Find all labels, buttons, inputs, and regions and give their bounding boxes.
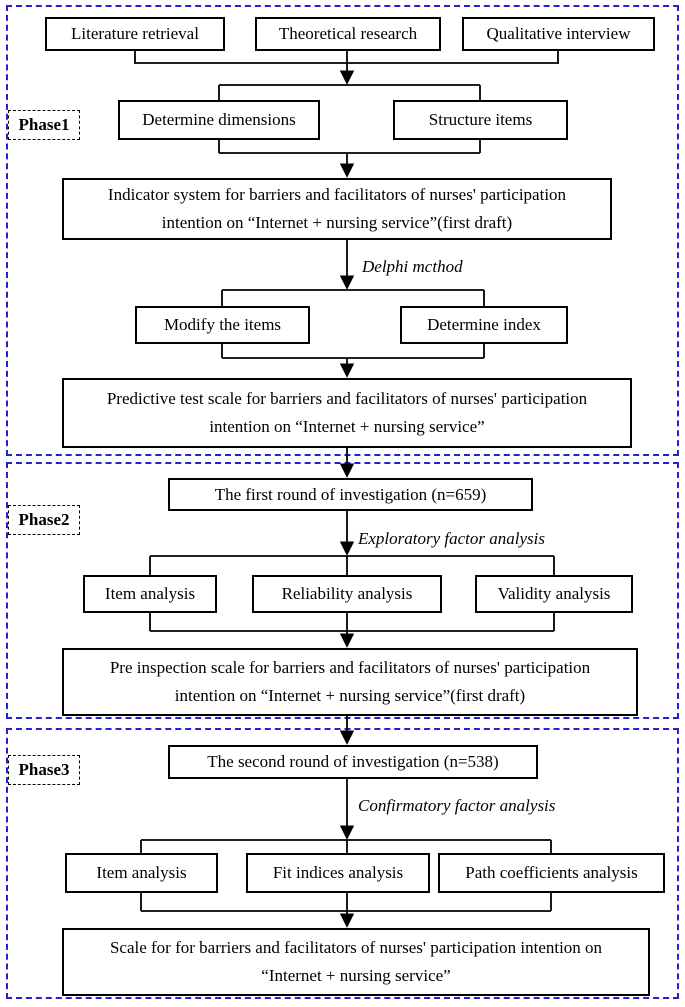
- node-indicator-system-line2: intention on “Internet + nursing service”(first draft): [161, 213, 513, 232]
- node-determine-index: Determine index: [400, 306, 568, 344]
- node-predictive-scale: [62, 378, 632, 448]
- node-item-analysis-phase2: Item analysis: [83, 575, 217, 613]
- node-pre-inspection-scale-line1: Pre inspection scale for barriers and facilitators of nurses' participation: [109, 658, 591, 677]
- node-predictive-scale-line1: Predictive test scale for barriers and facilitators of nurses' participation: [106, 389, 588, 408]
- node-predictive-scale-line2: intention on “Internet + nursing service”: [209, 417, 485, 436]
- node-indicator-system: [62, 178, 612, 240]
- phase3-label: Phase3: [8, 755, 80, 785]
- node-validity-analysis: Validity analysis: [475, 575, 633, 613]
- phase2-label: Phase2: [8, 505, 80, 535]
- exploratory-factor-analysis-label: Exploratory factor analysis: [358, 529, 545, 548]
- node-pre-inspection-scale-text: [110, 654, 590, 710]
- node-fit-indices-analysis: Fit indices analysis: [246, 853, 430, 893]
- node-predictive-scale-text: [107, 385, 587, 441]
- node-path-coefficients-analysis: Path coefficients analysis: [438, 853, 665, 893]
- node-final-scale-line1: Scale for for barriers and facilitators of nurses' participation intention on: [109, 938, 603, 957]
- node-modify-items: Modify the items: [135, 306, 310, 344]
- node-second-round-investigation: The second round of investigation (n=538): [168, 745, 538, 779]
- node-indicator-system-text: [108, 181, 566, 237]
- node-final-scale: [62, 928, 650, 996]
- node-theoretical-research: Theoretical research: [255, 17, 441, 51]
- node-final-scale-line2: “Internet + nursing service”: [261, 966, 451, 985]
- node-structure-items: Structure items: [393, 100, 568, 140]
- node-final-scale-text: [110, 934, 602, 990]
- node-literature-retrieval: Literature retrieval: [45, 17, 225, 51]
- node-indicator-system-line1: Indicator system for barriers and facilitators of nurses' participation: [107, 185, 567, 204]
- node-qualitative-interview: Qualitative interview: [462, 17, 655, 51]
- confirmatory-factor-analysis-label: Confirmatory factor analysis: [358, 796, 556, 815]
- phase1-label: Phase1: [8, 110, 80, 140]
- node-first-round-investigation: The first round of investigation (n=659): [168, 478, 533, 511]
- node-item-analysis-phase3: Item analysis: [65, 853, 218, 893]
- node-determine-dimensions: Determine dimensions: [118, 100, 320, 140]
- node-pre-inspection-scale-line2: intention on “Internet + nursing service”(first draft): [174, 686, 526, 705]
- node-reliability-analysis: Reliability analysis: [252, 575, 442, 613]
- node-pre-inspection-scale: [62, 648, 638, 716]
- delphi-method-label: Delphi mcthod: [362, 257, 463, 276]
